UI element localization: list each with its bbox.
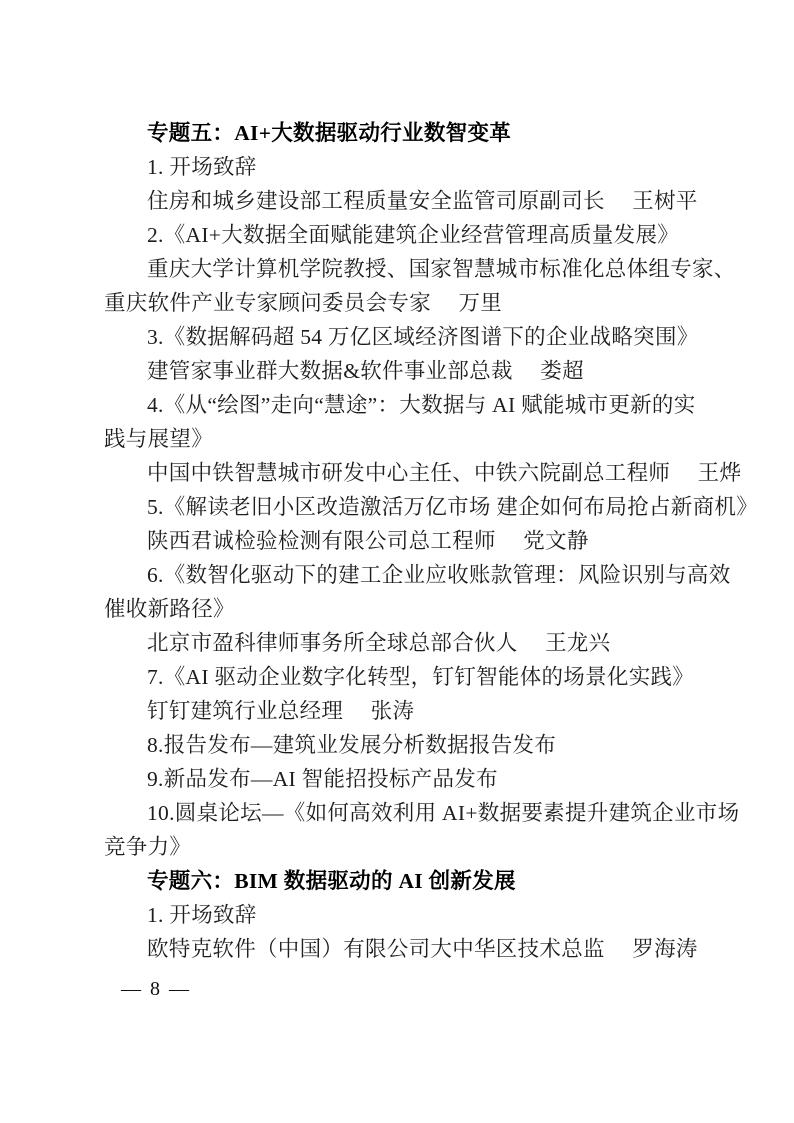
document-line: 催收新路径》 [104, 597, 235, 621]
document-line: 钉钉建筑行业总经理 张涛 [147, 699, 415, 723]
document-line: 北京市盈科律师事务所全球总部合伙人 王龙兴 [147, 631, 611, 655]
document-line: 欧特克软件（中国）有限公司大中华区技术总监 罗海涛 [147, 937, 698, 961]
document-line: 重庆大学计算机学院教授、国家智慧城市标准化总体组专家、 [147, 257, 736, 281]
document-line: 陕西君诚检验检测有限公司总工程师 党文静 [147, 529, 589, 553]
document-line: 住房和城乡建设部工程质量安全监管司原副司长 王树平 [147, 189, 698, 213]
document-line: 6.《数智化驱动下的建工企业应收账款管理：风险识别与高效 [147, 563, 731, 587]
document-line: 1. 开场致辞 [147, 155, 257, 179]
document-body [104, 116, 759, 966]
document-line: 3.《数据解码超 54 万亿区域经济图谱下的企业战略突围》 [147, 325, 699, 349]
document-line: 践与展望》 [104, 427, 214, 451]
document-line: 中国中铁智慧城市研发中心主任、中铁六院副总工程师 王烨 [147, 461, 742, 485]
document-line: 9.新品发布—AI 智能招投标产品发布 [147, 767, 498, 791]
section-heading: 专题五：AI+大数据驱动行业数智变革 [147, 121, 512, 145]
document-line: 7.《AI 驱动企业数字化转型，钉钉智能体的场景化实践》 [147, 665, 695, 689]
document-line: 重庆软件产业专家顾问委员会专家 万里 [104, 291, 503, 315]
document-line: 10.圆桌论坛—《如何高效利用 AI+数据要素提升建筑企业市场 [147, 801, 740, 825]
section-heading: 专题六：BIM 数据驱动的 AI 创新发展 [147, 869, 516, 893]
document-line: 1. 开场致辞 [147, 903, 257, 927]
document-line: 5.《解读老旧小区改造激活万亿市场 建企如何布局抢占新商机》 [147, 495, 759, 519]
document-line: 8.报告发布—建筑业发展分析数据报告发布 [147, 733, 557, 757]
page-number: — 8 — [121, 978, 191, 1000]
document-line: 竞争力》 [104, 835, 192, 859]
document-line: 4.《从“绘图”走向“慧途”：大数据与 AI 赋能城市更新的实 [147, 393, 696, 417]
document-line: 建管家事业群大数据&软件事业部总裁 娄超 [147, 359, 584, 383]
document-line: 2.《AI+大数据全面赋能建筑企业经营管理高质量发展》 [147, 223, 680, 247]
